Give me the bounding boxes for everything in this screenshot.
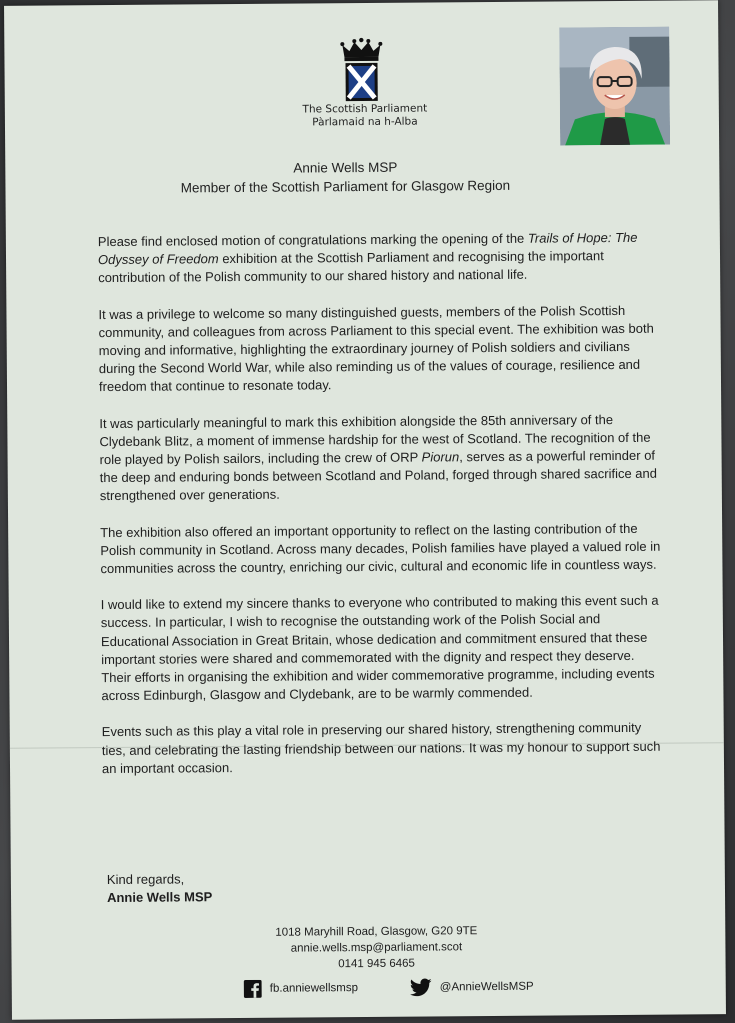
scottish-parliament-crest-icon: [336, 37, 387, 105]
member-portrait-photo: [559, 27, 670, 146]
signature-name: Annie Wells MSP: [106, 889, 213, 906]
closing-line: Kind regards,: [106, 871, 185, 888]
contact-block: [226, 923, 526, 973]
facebook-icon: [244, 980, 262, 998]
letter-page: [4, 0, 726, 1020]
paragraph-3-text-a: It was particularly meaningful to mark this exhibition alongside the 85th anniversary of the Clydebank Blitz, a moment of immense hardship for the west of Scotland. The recognition of the role played by Polish sailors, including the crew of ORP: [99, 411, 651, 468]
paragraph-4: The exhibition also offered an important opportunity to reflect on the lasting contribution of the Polish community in Scotland. Across many decades, Polish families have played a valued role in communities across the country, enriching our civic, cultural and economic life in countless ways.: [100, 520, 661, 577]
contact-address: 1018 Maryhill Road, Glasgow, G20 9TE: [275, 925, 478, 939]
paragraph-2: It was a privilege to welcome so many distinguished guests, members of the Polish Scottish community, and colleagues from across Parliament to this special event. The exhibition was both moving and informative, highlighting the extraordinary journey of Polish soldiers and civilians during the Second World War, while also reminding us of the values of courage, resilience and freedom that continue to resonate today.: [98, 302, 654, 395]
ship-name: Piorun: [421, 449, 460, 465]
paragraph-1: [98, 229, 658, 288]
exhibition-title: Trails of Hope: The Odyssey of Freedom: [97, 229, 638, 268]
facebook-handle: [244, 978, 358, 999]
signoff: [107, 869, 407, 907]
paragraph-1-text-b: exhibition at the Scottish Parliament and recognising the important contribution of the Polish community to our shared history and national life.: [98, 248, 604, 286]
facebook-handle-text: fb.anniewellsmsp: [269, 982, 359, 995]
twitter-icon: [410, 978, 432, 996]
paragraph-3-text-b: , serves as a powerful reminder of the deep and enduring bonds between Scotland and Poland, forged through shared sacrifice and strengthened over generations.: [99, 447, 658, 504]
member-role: Member of the Scottish Parliament for Glasgow Region: [180, 177, 511, 196]
paragraph-6: Events such as this play a vital role in preserving our shared history, strengthening community ties, and celebrating the lasting friendship between our nations. It was my honour to support such an important occasion.: [101, 720, 661, 776]
paragraph-5: I would like to extend my sincere thanks to everyone who contributed to making this event such a success. In particular, I wish to recognise the outstanding work of the Polish Social and Educational Association in Great Britain, whose dedication and commitment ensured that these important stories were shared and commemorated with the dignity and respect they deserve. Their efforts in organising the exhibition and wider commemorative programme, including events across Edinburgh, Glasgow and Clydebank, are to be warmly commended.: [100, 592, 659, 704]
contact-email: annie.wells.msp@parliament.scot: [290, 941, 463, 955]
member-name: Annie Wells MSP: [293, 159, 398, 176]
letter-header: [155, 157, 535, 198]
letter-body: [98, 229, 662, 796]
contact-phone: 0141 945 6465: [338, 957, 415, 971]
parliament-name-gaelic: Pàrlamaid na h-Alba: [312, 115, 418, 129]
paragraph-3: [99, 410, 660, 505]
paragraph-1-text-a: Please find enclosed motion of congratulations marking the opening of the: [97, 230, 528, 250]
twitter-handle-text: @AnnieWellsMSP: [439, 980, 534, 994]
parliament-name: [295, 102, 435, 129]
twitter-handle: [410, 977, 534, 998]
parliament-name-english: The Scottish Parliament: [302, 102, 428, 116]
